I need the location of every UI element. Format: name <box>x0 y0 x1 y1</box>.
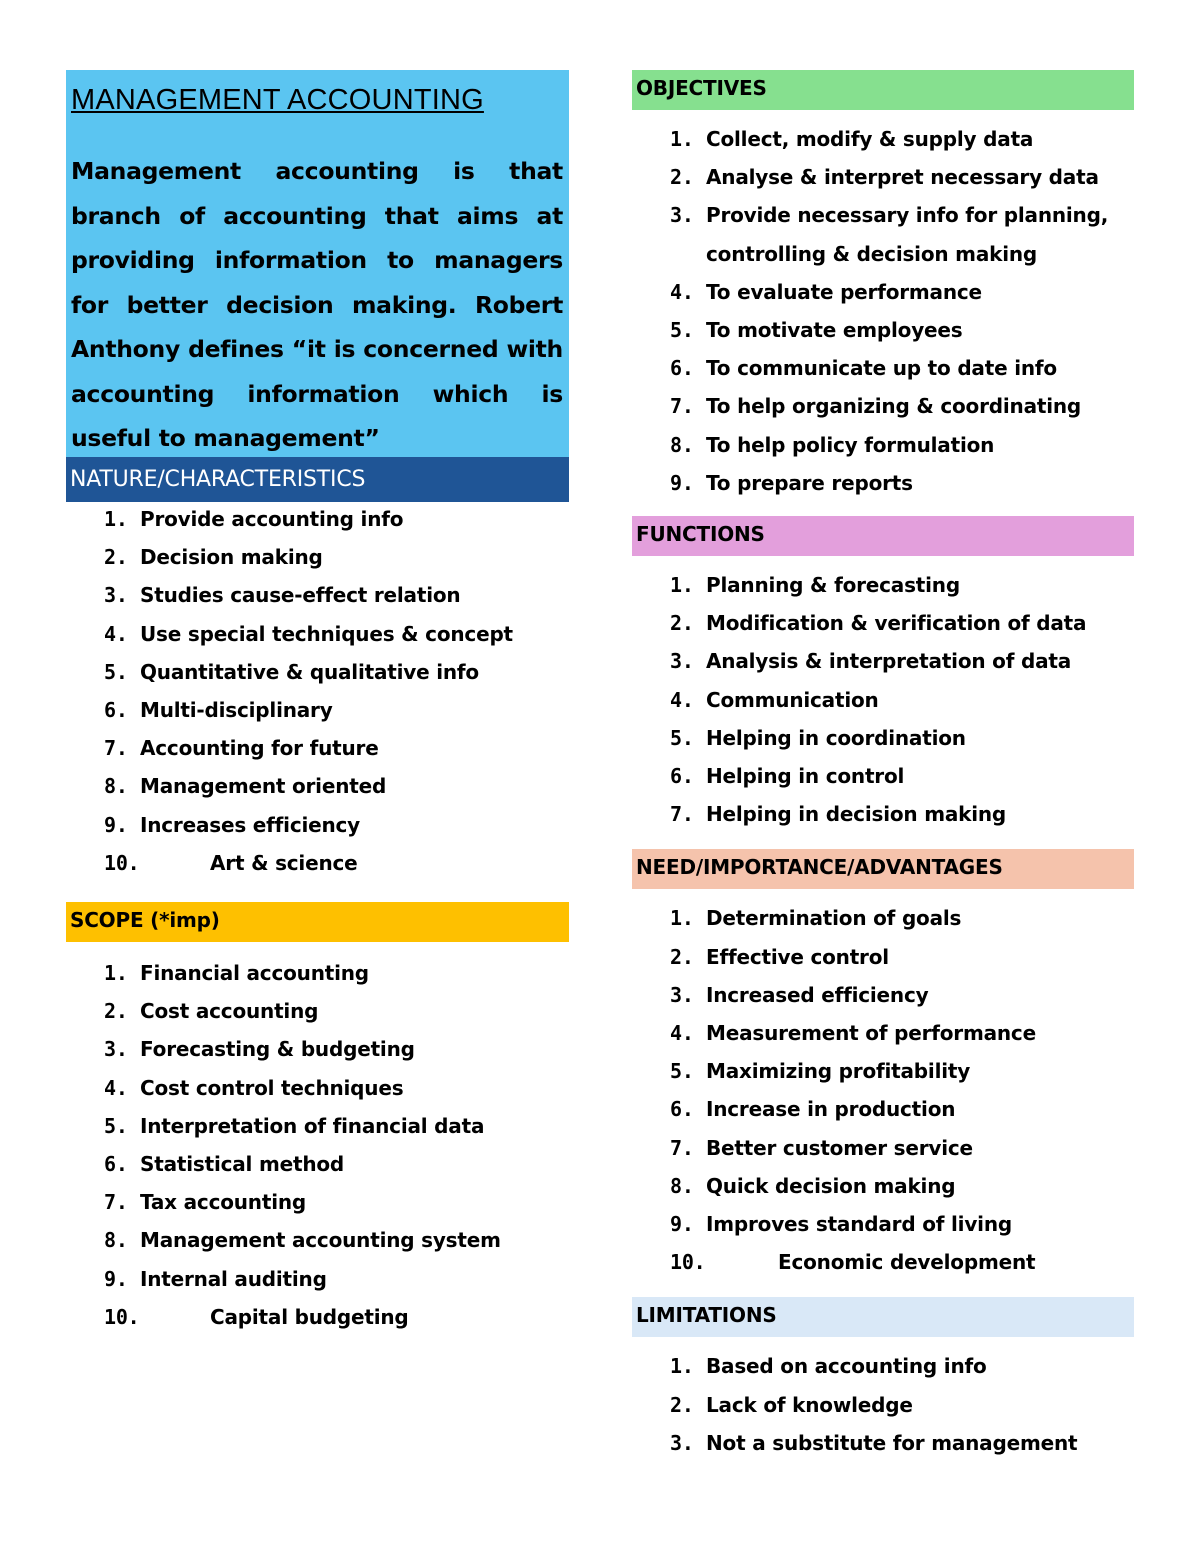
functions-heading: FUNCTIONS <box>632 516 1134 556</box>
list-item: 1. Determination of goals <box>670 906 962 931</box>
list-item: 7. Tax accounting <box>104 1190 307 1215</box>
list-item: 9. Increases efficiency <box>104 812 361 837</box>
right-column <box>632 70 1134 1462</box>
list-item: 6. Increase in production <box>670 1097 956 1122</box>
limitations-list <box>632 1347 1134 1462</box>
list-item: 10. Economic development <box>670 1250 1036 1275</box>
list-item: 5. Maximizing profitability <box>670 1059 971 1084</box>
list-item: 1. Financial accounting <box>104 961 369 986</box>
need-heading: NEED/IMPORTANCE/ADVANTAGES <box>632 849 1134 889</box>
functions-list <box>632 566 1134 833</box>
list-item: 2. Decision making <box>104 545 323 570</box>
list-item: 9. Internal auditing <box>104 1266 327 1291</box>
list-item: 1. Planning & forecasting <box>670 573 960 598</box>
list-item: 7. Helping in decision making <box>670 802 1007 827</box>
scope-list <box>66 954 569 1336</box>
list-item: 10. Art & science <box>104 850 358 875</box>
list-item: 3. Provide necessary info for planning, controlling & decision making <box>670 203 1109 266</box>
list-item: 2. Lack of knowledge <box>670 1392 913 1417</box>
list-item: 4. Measurement of performance <box>670 1021 1036 1046</box>
objectives-list <box>632 120 1134 502</box>
nature-heading: NATURE/CHARACTERISTICS <box>66 457 569 502</box>
list-item: 5. Helping in coordination <box>670 725 966 750</box>
list-item: 8. Quick decision making <box>670 1173 956 1198</box>
list-item: 3. Analysis & interpretation of data <box>670 649 1072 674</box>
list-item: 3. Forecasting & budgeting <box>104 1037 415 1062</box>
list-item: 8. To help policy formulation <box>670 432 995 457</box>
list-item: 5. Interpretation of financial data <box>104 1113 485 1138</box>
limitations-heading: LIMITATIONS <box>632 1297 1134 1337</box>
list-item: 9. Improves standard of living <box>670 1212 1012 1237</box>
list-item: 2. Analyse & interpret necessary data <box>670 165 1099 190</box>
list-item: 10. Capital budgeting <box>104 1304 409 1329</box>
list-item: 7. To help organizing & coordinating <box>670 394 1082 419</box>
list-item: 5. To motivate employees <box>670 318 963 343</box>
left-column <box>66 70 569 1336</box>
list-item: 3. Increased efficiency <box>670 982 929 1007</box>
list-item: 3. Studies cause-effect relation <box>104 583 461 608</box>
list-item: 6. Helping in control <box>670 764 905 789</box>
list-item: 7. Better customer service <box>670 1135 973 1160</box>
list-item: 9. To prepare reports <box>670 470 913 495</box>
list-item: 1. Provide accounting info <box>104 507 404 531</box>
title-box <box>66 70 569 457</box>
list-item: 6. To communicate up to date info <box>670 356 1057 381</box>
nature-list <box>66 500 569 882</box>
need-list <box>632 899 1134 1281</box>
list-item: 2. Effective control <box>670 944 889 969</box>
list-item: 3. Not a substitute for management <box>670 1430 1078 1455</box>
list-item: 7. Accounting for future <box>104 736 379 761</box>
list-item: 8. Management oriented <box>104 774 387 799</box>
page-title: MANAGEMENT ACCOUNTING <box>71 84 484 116</box>
list-item: 4. Use special techniques & concept <box>104 621 513 646</box>
list-item: 1. Based on accounting info <box>670 1354 987 1379</box>
list-item: 1. Collect, modify & supply data <box>670 127 1034 151</box>
list-item: 6. Statistical method <box>104 1152 345 1177</box>
list-item: 2. Cost accounting <box>104 999 319 1024</box>
list-item: 2. Modification & verification of data <box>670 611 1087 636</box>
list-item: 4. Communication <box>670 687 879 712</box>
list-item: 8. Management accounting system <box>104 1228 501 1253</box>
list-item: 5. Quantitative & qualitative info <box>104 659 479 684</box>
objectives-heading: OBJECTIVES <box>632 70 1134 110</box>
list-item: 4. To evaluate performance <box>670 279 982 304</box>
list-item: 4. Cost control techniques <box>104 1075 404 1100</box>
list-item: 6. Multi-disciplinary <box>104 698 333 723</box>
scope-heading: SCOPE (*imp) <box>66 902 569 942</box>
intro-paragraph: Management accounting is that branch of accounting that aims at providing information to managers for better decision making. Robert Anthony defines “it is concerned with accounting information which is useful to management” <box>71 157 563 452</box>
